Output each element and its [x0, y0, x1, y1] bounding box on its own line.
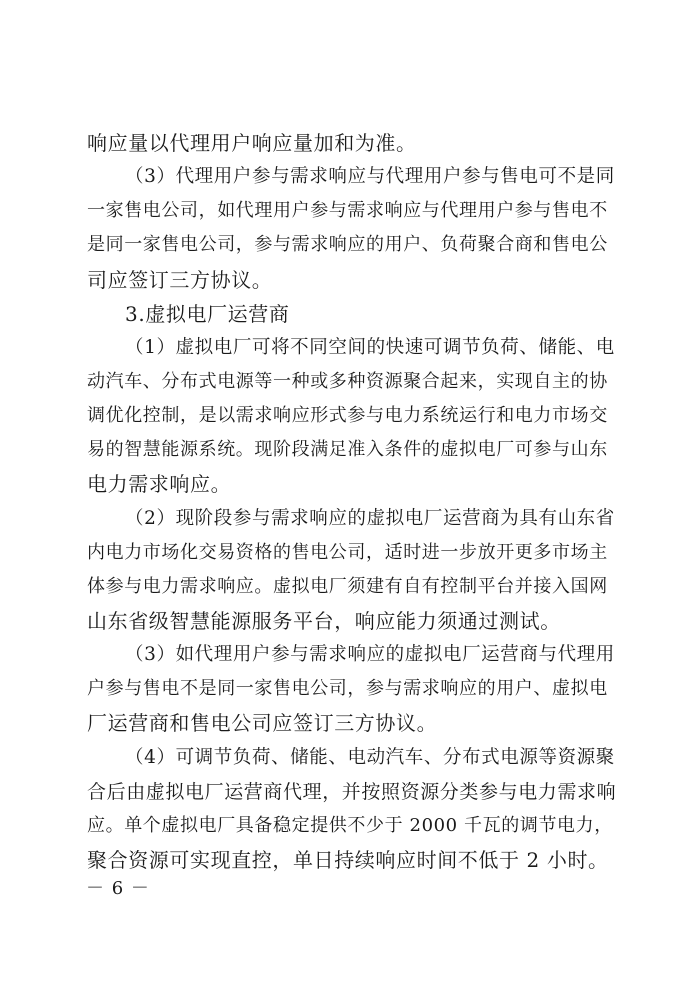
- body-text-line: 合后由虚拟电厂运营商代理，并按照资源分类参与电力需求响: [87, 780, 617, 803]
- body-text-line: 体参与电力需求响应。虚拟电厂须建有自有控制平台并接入国网: [87, 575, 608, 597]
- body-text-line: 司应签订三方协议。: [87, 267, 273, 292]
- body-text-line: （3）如代理用户参与需求响应的虚拟电厂运营商与代理用: [125, 644, 615, 666]
- body-text-line: （2）现阶段参与需求响应的虚拟电厂运营商为具有山东省: [125, 507, 615, 529]
- body-text-line: （1）虚拟电厂可将不同空间的快速可调节负荷、储能、电: [125, 336, 615, 358]
- page-number: － 6 －: [86, 878, 150, 899]
- body-text-line: 是同一家售电公司，参与需求响应的用户、负荷聚合商和售电公: [87, 234, 608, 256]
- body-text-line: （4）可调节负荷、储能、电动汽车、分布式电源等资源聚: [125, 746, 615, 768]
- body-text-line: 内电力市场化交易资格的售电公司，适时进一步放开更多市场主: [87, 541, 608, 563]
- body-text-line: 厂运营商和售电公司应签订三方协议。: [87, 711, 438, 736]
- section-heading: 3.虚拟电厂运营商: [125, 301, 290, 326]
- body-text-line: 电力需求响应。: [87, 472, 232, 497]
- body-text-line: 一家售电公司，如代理用户参与需求响应与代理用户参与售电不: [87, 200, 608, 222]
- body-text-line: 调优化控制，是以需求响应形式参与电力系统运行和电力市场交: [87, 405, 608, 427]
- body-text-line: 户参与售电不是同一家售电公司，参与需求响应的用户、虚拟电: [87, 678, 608, 700]
- body-text-line: 易的智慧能源系统。现阶段满足准入条件的虚拟电厂可参与山东: [87, 439, 608, 461]
- body-text-line: 聚合资源可实现直控，单日持续响应时间不低于 2 小时。: [87, 848, 609, 872]
- body-text-line: 动汽车、分布式电源等一种或多种资源聚合起来，实现自主的协: [87, 371, 608, 392]
- body-text-line: （3）代理用户参与需求响应与代理用户参与售电可不是同: [125, 166, 615, 188]
- body-text-line: 响应量以代理用户响应量加和为准。: [87, 131, 417, 155]
- body-text-line: 应。单个虚拟电厂具备稳定提供不少于 2000 千瓦的调节电力，: [87, 814, 613, 836]
- body-text-line: 山东省级智慧能源服务平台，响应能力须通过测试。: [87, 609, 561, 633]
